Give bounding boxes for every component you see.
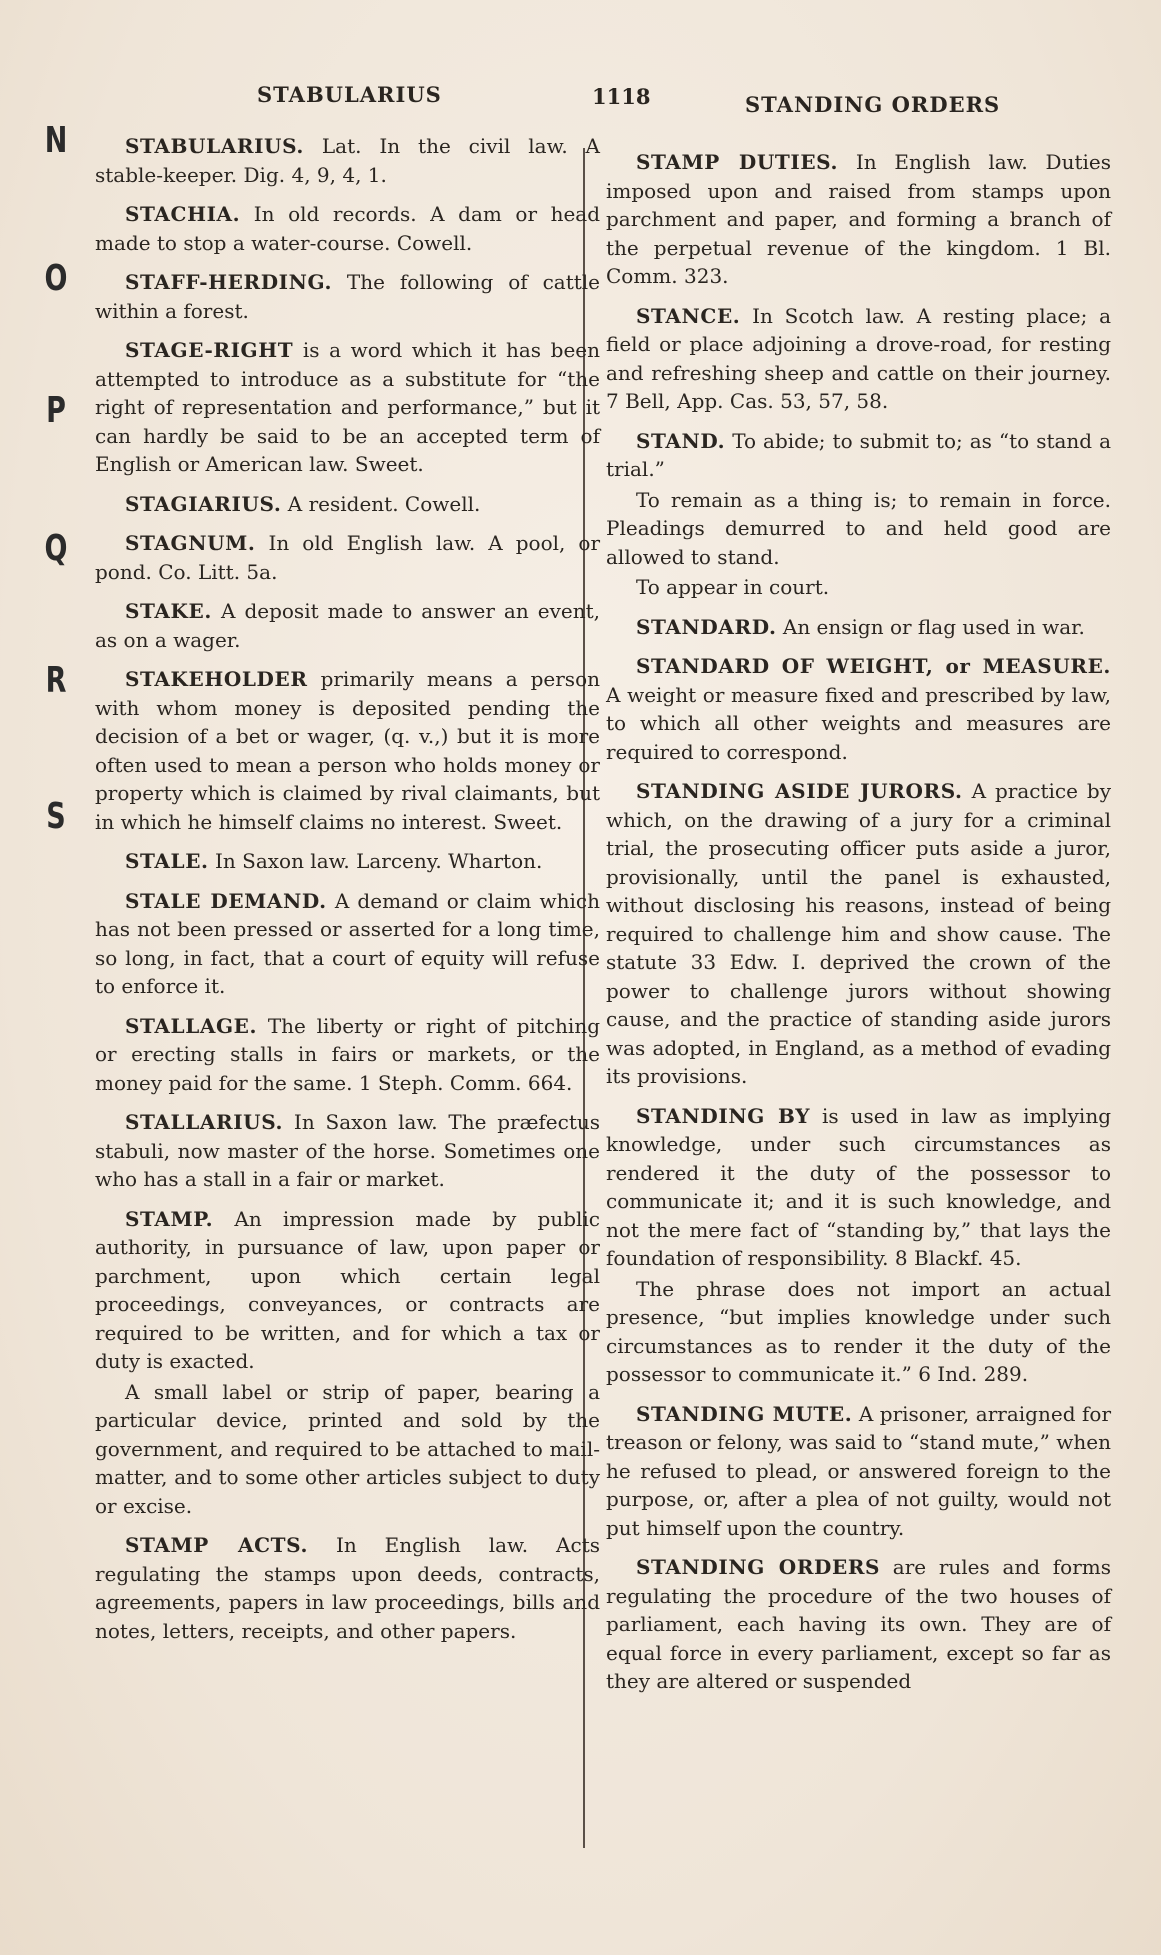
- entry-headword: STAND.: [636, 428, 726, 453]
- dictionary-entry: [95, 336, 600, 479]
- running-header: [0, 82, 1161, 122]
- entry-definition: In old English law. A pool, or pond. Co. Litt. 5a.: [95, 531, 600, 584]
- dictionary-entry-continuation: [606, 573, 1111, 602]
- entry-headword: STABULARIUS.: [125, 134, 304, 158]
- entry-headword: STAKE.: [125, 599, 212, 623]
- dictionary-entry: [606, 427, 1111, 484]
- left-column: [95, 132, 600, 1656]
- thumb-index-letter: N: [44, 120, 68, 161]
- entry-headword: STALLARIUS.: [125, 1110, 284, 1134]
- header-right-title: STANDING ORDERS: [745, 92, 1001, 117]
- thumb-index-letter: P: [46, 390, 66, 431]
- dictionary-entry: [606, 302, 1111, 416]
- entry-headword: STACHIA.: [125, 202, 241, 226]
- right-column: [606, 148, 1111, 1707]
- entry-definition: The phrase does not import an actual presence, “but implies knowledge under such circumstances as to render it the duty of the possessor to communicate it.” 6 Ind. 289.: [606, 1276, 1111, 1386]
- thumb-index-letter: O: [44, 258, 68, 299]
- entry-headword: STAMP.: [125, 1206, 214, 1231]
- entry-headword: STANDING ASIDE JURORS.: [636, 779, 963, 803]
- dictionary-entry: [606, 1553, 1111, 1696]
- dictionary-entry: [95, 847, 600, 876]
- entry-definition: A practice by which, on the drawing of a jury for a criminal trial, the prosecuting officer puts aside a juror, provisionally, until the panel is exhausted, without disclosing his reasons, instead of being required to challenge him and show cause. The statute 33 Edw. I. deprived the crown of the power to challenge jurors without showing cause, and the practice of standing aside jurors was adopted, in England, as a method of evading its provisions.: [606, 779, 1112, 1088]
- entry-headword: STANDARD OF WEIGHT, or MEASURE.: [636, 654, 1111, 678]
- dictionary-entry-continuation: [606, 486, 1111, 572]
- entry-definition: To abide; to submit to; as “to stand a trial.”: [606, 428, 1112, 481]
- entry-definition: In Saxon law. Larceny. Wharton.: [214, 849, 543, 873]
- dictionary-entry: [95, 268, 600, 325]
- entry-definition: is used in law as implying knowledge, under such circumstances as rendered it the duty of the possessor to communicate it; and it is such knowledge, and not the mere fact of “standing by,” that lays the foundation of responsibility. 8 Blackf. 45.: [606, 1103, 1112, 1270]
- dictionary-entry: [95, 887, 600, 1001]
- entry-definition: Lat. In the civil law. A stable-keeper. Dig. 4, 9, 4, 1.: [95, 134, 600, 187]
- entry-definition: In old records. A dam or head made to stop a water-course. Cowell.: [95, 202, 601, 255]
- entry-headword: STANCE.: [636, 303, 741, 328]
- entry-definition: are rules and forms regulating the procedure of the two houses of parliament, each having its own. They are of equal force in every parliament, except so far as they are altered or suspended: [606, 1555, 1111, 1693]
- entry-definition: An impression made by public authority, in pursuance of law, upon paper or parchment, upon which certain legal proceedings, conveyances, or contracts are required to be written, and for which a tax or duty is exacted.: [95, 1206, 600, 1373]
- entry-headword: STAGE-RIGHT: [125, 338, 294, 362]
- dictionary-entry: [606, 1400, 1111, 1543]
- page-number: 1118: [592, 84, 651, 109]
- entry-definition: The liberty or right of pitching or erecting stalls in fairs or markets, or the money paid for the same. 1 Steph. Comm. 664.: [95, 1013, 600, 1095]
- entry-definition: A demand or claim which has not been pressed or asserted for a long time, so long, in fact, that a court of equity will refuse to enforce it.: [95, 888, 600, 998]
- entry-definition: A prisoner, arraigned for treason or felony, was said to “stand mute,” when he refused to plead, or answered foreign to the purpose, or, after a plea of not guilty, would not put himself upon the country.: [606, 1401, 1112, 1540]
- entry-headword: STANDING ORDERS: [636, 1555, 881, 1579]
- dictionary-entry: [95, 665, 600, 836]
- entry-headword: STALE DEMAND.: [125, 888, 327, 913]
- entry-definition: To remain as a thing is; to remain in force. Pleadings demurred to and held good are allowed to stand.: [606, 487, 1111, 569]
- entry-headword: STALE.: [125, 849, 209, 873]
- dictionary-entry: [95, 200, 600, 257]
- dictionary-entry: [606, 148, 1111, 291]
- thumb-index-letter: R: [45, 660, 67, 701]
- dictionary-entry-continuation: [606, 1275, 1111, 1389]
- entry-definition: In Saxon law. The præfectus stabuli, now master of the horse. Sometimes one who has a stall in a fair or market.: [95, 1110, 600, 1191]
- thumb-index-letter: S: [46, 796, 66, 837]
- thumb-index-letter: Q: [44, 528, 68, 569]
- entry-headword: STALLAGE.: [125, 1013, 258, 1038]
- dictionary-entry: [606, 652, 1111, 766]
- entry-headword: STAGIARIUS.: [125, 491, 282, 516]
- entry-definition: The following of cattle within a forest.: [95, 270, 600, 323]
- entry-definition: A deposit made to answer an event, as on a wager.: [95, 599, 600, 652]
- dictionary-entry: [95, 490, 600, 519]
- entry-headword: STANDING BY: [636, 1103, 811, 1128]
- entry-headword: STANDING MUTE.: [636, 1401, 853, 1426]
- dictionary-entry: [95, 529, 600, 586]
- dictionary-entry: [95, 1108, 600, 1194]
- dictionary-entry-continuation: [95, 1378, 600, 1521]
- entry-headword: STAGNUM.: [125, 531, 256, 555]
- dictionary-entry: [95, 132, 600, 189]
- entry-definition: A resident. Cowell.: [287, 491, 481, 516]
- entry-headword: STAFF-HERDING.: [125, 270, 333, 294]
- entry-definition: A weight or measure fixed and prescribed by law, to which all other weights and measures are required to correspond.: [606, 682, 1111, 764]
- entry-definition: In English law. Duties imposed upon and raised from stamps upon parchment and paper, and forming a branch of the perpetual revenue of the kingdom. 1 Bl. Comm. 323.: [606, 150, 1111, 288]
- header-left-title: STABULARIUS: [257, 82, 442, 107]
- dictionary-entry: [95, 597, 600, 654]
- dictionary-entry: [95, 1205, 600, 1376]
- dictionary-entry: [606, 1102, 1111, 1273]
- entry-headword: STANDARD.: [636, 614, 777, 639]
- entry-definition: In English law. Acts regulating the stamps upon deeds, contracts, agreements, papers in law proceedings, bills and notes, letters, receipts, and other papers.: [95, 1533, 600, 1643]
- entry-definition: primarily means a person with whom money is deposited pending the decision of a bet or wager, (q. v.,) but it is more often used to mean a person who holds money or property which is claimed by rival claimants, but in which he himself claims no interest. Sweet.: [95, 667, 600, 834]
- entry-definition: An ensign or flag used in war.: [782, 614, 1085, 639]
- entry-headword: STAMP ACTS.: [125, 1533, 309, 1557]
- entry-definition: A small label or strip of paper, bearing a particular device, printed and sold by the government, and required to be attached to mail-matter, and to some other articles subject to duty or excise.: [95, 1379, 600, 1518]
- entry-definition: In Scotch law. A resting place; a field or place adjoining a drove-road, for resting and refreshing sheep and cattle on their journey. 7 Bell, App. Cas. 53, 57, 58.: [606, 303, 1111, 413]
- entry-headword: STAKEHOLDER: [125, 667, 308, 691]
- dictionary-entry: [95, 1531, 600, 1645]
- entry-headword: STAMP DUTIES.: [636, 150, 839, 174]
- dictionary-entry: [95, 1012, 600, 1098]
- entry-definition: To appear in court.: [636, 575, 830, 599]
- entry-definition: is a word which it has been attempted to introduce as a substitute for “the right of representation and performance,” but it can hardly be said to be an accepted term of English or American law. Sweet.: [95, 338, 600, 476]
- dictionary-entry: [606, 613, 1111, 642]
- dictionary-entry: [606, 777, 1111, 1091]
